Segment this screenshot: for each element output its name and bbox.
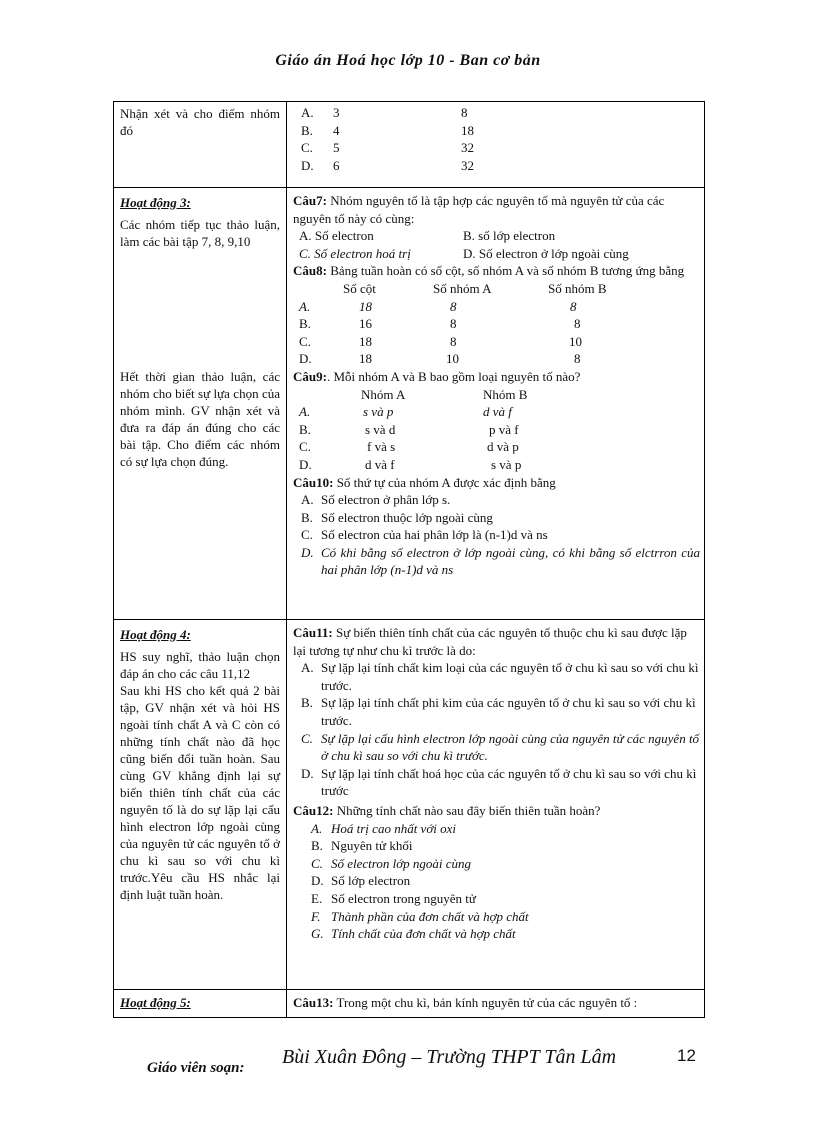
activity-title: Hoạt động 4: <box>120 627 191 642</box>
activity-note: HS suy nghĩ, thảo luận chọn đáp án cho các câu 11,12 <box>120 649 280 681</box>
activity-title: Hoạt động 5: <box>120 995 191 1010</box>
footer-label: Giáo viên soạn: <box>147 1060 245 1076</box>
content-cell: Câu7: Nhóm nguyên tố là tập hợp các nguyên tố mà nguyên tử của các nguyên tố này có cùng: A. Số electron B. số lớp electron C. Số electron hoá trị D. Số electron ở lớp ngoài cùng Câu8: Bảng tuần hoàn có số cột, số nhóm A và số nhóm B tương ứng bằng Số cột Số nhóm A Số nhóm B A. 18 8 8 B. 16 8 8 C. 18 8 10 D. 18 10 8 Câu9:. Mỗi nhóm A và B bao gồm loại nguyên tố nào? Nhóm A Nhóm B A. s và p d và f B. s và d p và f C. f và s d và p D. d và f s và p Câu10: Số thứ tự của nhóm A được xác định bằng A. Số electron ở phân lớp s. B. Số electron thuộc lớp ngoài cùng C. Số electron của hai phân lớp là (n-1)d và ns D. Có khi bằng số electron ở lớp ngoài cùng, có khi bằng số elctrron của hai phân lớp (n-1)d và ns <box>287 188 705 620</box>
option: B. Sự lặp lại tính chất phi kim của các nguyên tố ở chu kì sau so với chu kì trước. <box>301 695 696 728</box>
option: C. Số electron lớp ngoài cùng <box>311 855 472 871</box>
option: F. Thành phần của đơn chất và hợp chất <box>311 908 529 924</box>
option: D. Số lớp electron <box>311 873 411 889</box>
content-cell <box>287 990 705 1018</box>
activity-note: Các nhóm tiếp tục thảo luận, làm các bài tập 7, 8, 9,10 <box>120 217 280 249</box>
option-row: A. 3 8 <box>301 105 468 120</box>
option: E. Số electron trong nguyên tử <box>311 890 476 906</box>
footer-author: Bùi Xuân Đông – Trường THPT Tân Lâm <box>282 1046 617 1068</box>
option: A. Hoá trị cao nhất với oxi <box>311 820 457 836</box>
teacher-activity-cell <box>114 188 287 620</box>
question-8: Câu8: Bảng tuần hoàn có số cột, số nhóm A và số nhóm B tương ứng bằng <box>293 263 685 279</box>
teacher-activity-cell <box>114 620 287 990</box>
option: A. Số electron ở phân lớp s. <box>301 492 451 508</box>
teacher-activity-cell <box>114 990 287 1018</box>
table-row <box>114 620 705 990</box>
page-header: Giáo án Hoá học lớp 10 - Ban cơ bản <box>275 52 541 69</box>
q6-options <box>287 102 704 176</box>
content-cell <box>287 620 705 990</box>
option: B. Nguyên tử khối <box>311 838 413 854</box>
activity-note: Sau khi HS cho kết quả 2 bài tập, GV nhận xét và hỏi HS ngoài tính chất A và C còn có những tính chất nào đã học cũng biến đổi tuần hoàn. Sau cùng GV khẳng định lại sự biến thiên tính chất của các nguyên tố là do sự lặp lại cấu hình electron lớp ngoài cùng của nguyên tử các nguyên tố ở chu kì sau so với chu kì trước.Yêu cầu HS nhắc lại định luật tuần hoàn. <box>120 683 280 902</box>
question-13: Câu13: Trong một chu kì, bán kính nguyên tử của các nguyên tố : <box>293 995 638 1010</box>
option: C. Số electron của hai phân lớp là (n-1)d và ns <box>301 527 548 543</box>
table-row <box>114 188 705 620</box>
table-row <box>114 102 705 188</box>
option: G. Tính chất của đơn chất và hợp chất <box>311 926 516 942</box>
activity-note: Hết thời gian thảo luận, các nhóm cho biết sự lựa chọn của nhóm mình. GV nhận xét và đưa ra đáp án đúng cho các bài tập. Cho điểm các nhóm có sự lựa chọn đúng. <box>120 369 280 469</box>
lesson-table <box>113 101 705 1018</box>
question-11: Câu11: Sự biến thiên tính chất của các nguyên tố thuộc chu kì sau được lặp lại tương tự như chu kì trước là do: <box>293 625 687 658</box>
option: D. Có khi bằng số electron ở lớp ngoài cùng, có khi bằng số elctrron của hai phân lớp (n-1)d và ns <box>301 544 700 578</box>
question-9: Câu9:. Mỗi nhóm A và B bao gồm loại nguyên tố nào? <box>293 368 581 384</box>
question-10: Câu10: Số thứ tự của nhóm A được xác định bằng <box>293 474 556 490</box>
activity-title: Hoạt động 3: <box>120 195 191 210</box>
table-row <box>114 990 705 1018</box>
content-cell <box>287 102 705 188</box>
option-row: B. 4 18 <box>301 122 474 138</box>
teacher-activity-cell <box>114 102 287 188</box>
option: B. Số electron thuộc lớp ngoài cùng <box>301 509 493 525</box>
option-row: D. 6 32 <box>301 157 474 173</box>
option-row: C. 5 32 <box>301 140 474 156</box>
question-7: Câu7: Nhóm nguyên tố là tập hợp các nguyên tố mà nguyên tử của các nguyên tố này có cùng: <box>293 193 665 226</box>
activity-note: Nhận xét và cho điểm nhóm đó <box>120 106 280 138</box>
option: A. Sự lặp lại tính chất kim loại của các nguyên tố ở chu kì sau so với chu kì trước. <box>301 660 699 693</box>
question-12: Câu12: Những tính chất nào sau đây biến thiên tuần hoàn? <box>293 802 601 818</box>
page-number: 12 <box>677 1046 696 1065</box>
option: D. Sự lặp lại tính chất hoá học của các nguyên tố ở chu kì sau so với chu kì trước <box>301 765 697 799</box>
option: C. Sự lặp lại cấu hình electron lớp ngoài cùng của nguyên tử các nguyên tố ở chu kì sau so với chu kì trước. <box>301 730 700 764</box>
